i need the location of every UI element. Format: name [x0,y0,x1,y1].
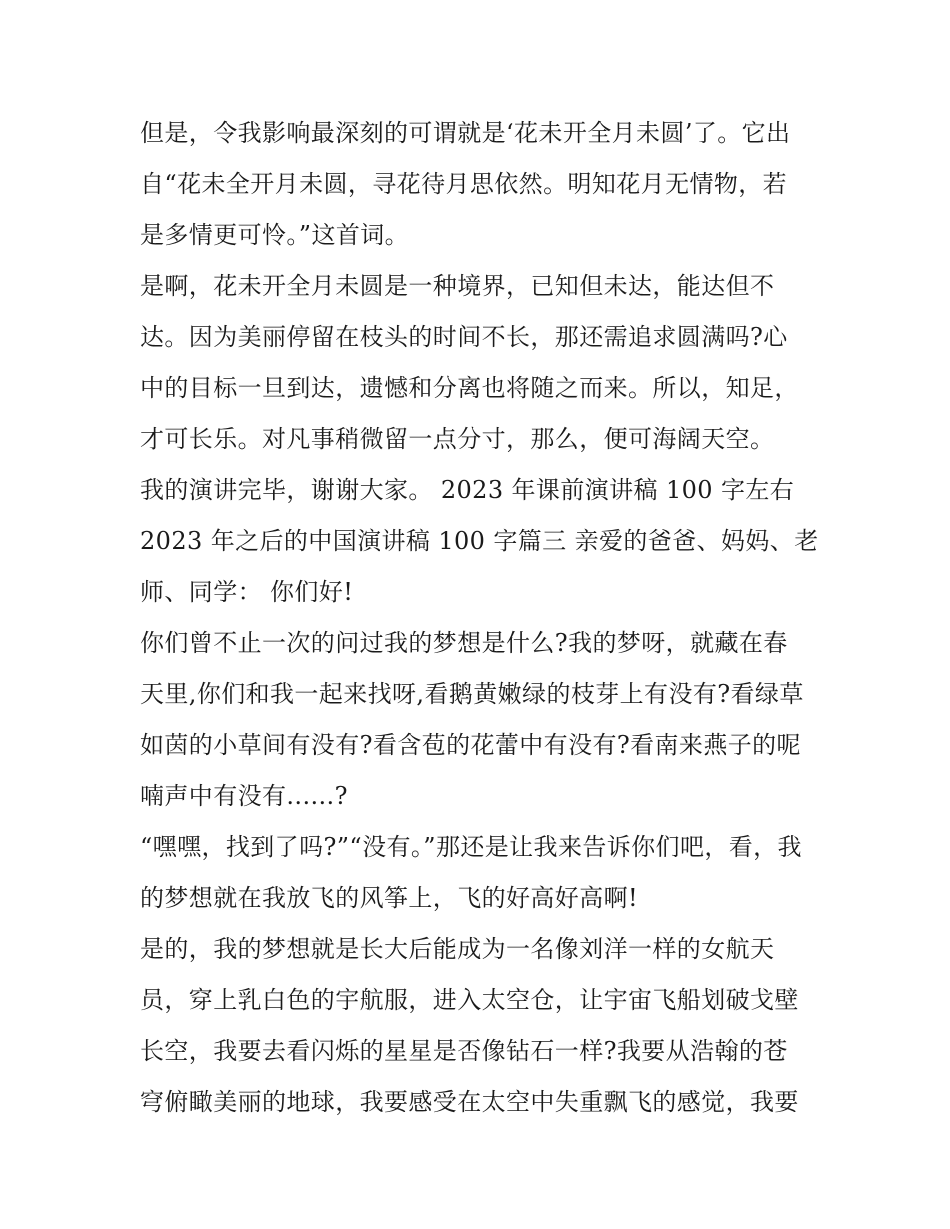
text-line: 我的演讲完毕，谢谢大家。 2023 年课前演讲稿 100 字左右 [140,476,795,504]
text-line: 员，穿上乳白色的宇航服，进入太空仓，让宇宙飞船划破戈壁 [140,986,799,1014]
text-line: “嘿嘿，找到了吗?”“没有。”那还是让我来告诉你们吧，看，我 [140,833,802,861]
text-line: 但是，令我影响最深刻的可谓就是‘花未开全月未圆’了。它出 [140,119,791,147]
text-line: 自“花未全开月未圆，寻花待月思依然。明知花月无情物，若 [140,170,788,198]
text-line: 中的目标一旦到达，遗憾和分离也将随之而来。所以，知足， [140,374,799,402]
text-line: 是多情更可怜。”这首词。 [140,221,410,249]
document-body [140,108,820,1128]
text-line: 是啊，花未开全月未圆是一种境界，已知但未达，能达但不 [140,272,775,300]
text-line: 2023 年之后的中国演讲稿 100 字篇三 亲爱的爸爸、妈妈、老 [140,527,819,555]
text-line: 穹俯瞰美丽的地球，我要感受在太空中失重飘飞的感觉，我要 [140,1088,799,1116]
text-line: 的梦想就在我放飞的风筝上，飞的好高好高啊! [140,884,639,912]
text-line: 才可长乐。对凡事稍微留一点分寸，那么，便可海阔天空。 [140,425,775,453]
text-line: 达。因为美丽停留在枝头的时间不长，那还需追求圆满吗?心 [140,323,788,351]
text-line: 如茵的小草间有没有?看含苞的花蕾中有没有?看南来燕子的呢 [140,731,801,759]
text-line: 长空，我要去看闪烁的星星是否像钻石一样?我要从浩翰的苍 [140,1037,788,1065]
text-line: 喃声中有没有......? [140,782,348,810]
text-line: 你们曾不止一次的问过我的梦想是什么?我的梦呀，就藏在春 [140,629,788,657]
text-line: 师、同学： 你们好! [140,578,354,606]
text-line: 是的，我的梦想就是长大后能成为一名像刘洋一样的女航天 [140,935,775,963]
text-line: 天里,你们和我一起来找呀,看鹅黄嫩绿的枝芽上有没有?看绿草 [140,680,804,708]
